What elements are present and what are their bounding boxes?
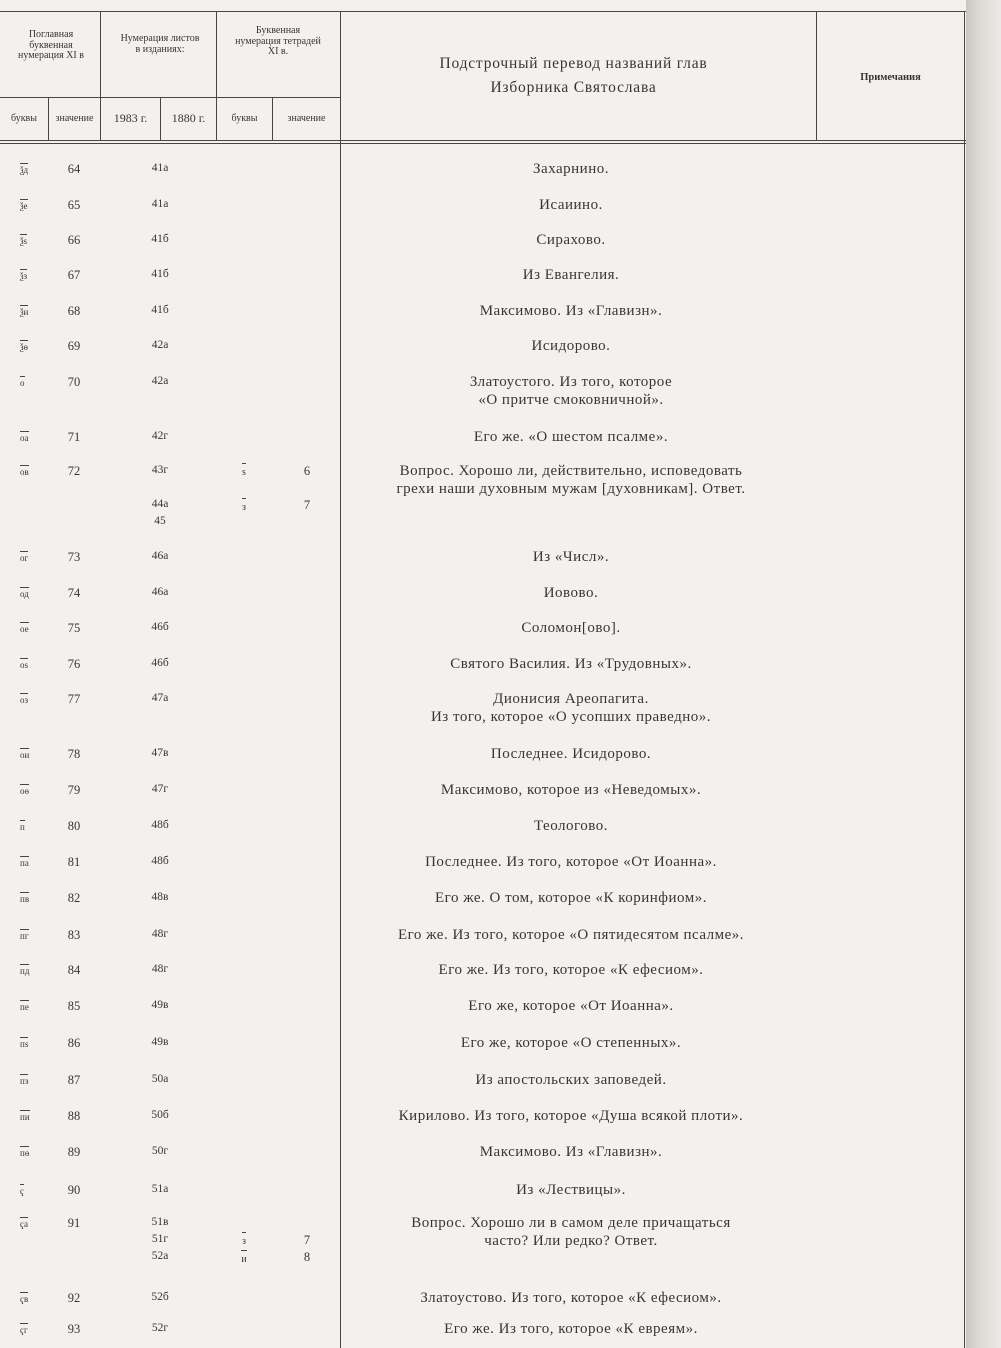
chapter-letter-text: ҁ — [20, 1186, 24, 1196]
leaf-number: 48в — [151, 891, 169, 903]
chapter-letter-text: пд — [20, 966, 30, 976]
chapter-letter — [20, 622, 42, 634]
rule-top — [0, 11, 966, 12]
leaf-number: 47г — [151, 783, 169, 795]
chapter-letter-text: па — [20, 858, 29, 868]
chapter-letter — [20, 551, 42, 563]
quire-value — [296, 480, 318, 497]
chapter-letter-text: ҁа — [20, 1219, 28, 1229]
chapter-letter-text: оѳ — [20, 786, 29, 796]
leaf-numbers — [142, 373, 178, 390]
chapter-translation — [340, 926, 802, 944]
chapter-translation — [340, 302, 802, 320]
translation-line: Максимово, которое из «Неведомых». — [440, 782, 702, 798]
leaf-numbers — [142, 655, 178, 672]
leaf-number: 46б — [151, 657, 169, 669]
leaf-numbers — [142, 961, 178, 978]
chapter-translation — [340, 1071, 802, 1089]
translation-line: Его же, которое «От Иоанна». — [468, 998, 674, 1014]
chapter-value: 67 — [67, 268, 81, 282]
chapter-translation — [340, 781, 802, 799]
leaf-number: 45 — [154, 515, 166, 527]
leaf-number: 47а — [151, 692, 169, 704]
chapter-letter — [20, 1184, 42, 1196]
leaf-number: 51в — [151, 1216, 169, 1228]
leaf-number: 41б — [151, 304, 169, 316]
leaf-number: 41б — [151, 268, 169, 280]
leaf-numbers — [142, 462, 178, 530]
chapter-letter-text: пи — [20, 1112, 30, 1122]
chapter-translation — [340, 1034, 802, 1052]
translation-line: Сирахово. — [536, 232, 606, 248]
translation-line: Кирилово. Из того, которое «Душа всякой плоти». — [398, 1108, 744, 1124]
chapter-translation — [340, 1107, 802, 1125]
chapter-value: 69 — [67, 339, 81, 353]
chapter-letter — [20, 269, 42, 281]
quire-value — [296, 1215, 318, 1232]
chapter-letter-text: ов — [20, 467, 29, 477]
chapter-value: 87 — [67, 1073, 81, 1087]
translation-line: Соломон[ово]. — [521, 620, 621, 636]
rule-header-bottom-2 — [0, 143, 966, 144]
leaf-number: 48г — [151, 963, 169, 975]
leaf-numbers — [142, 745, 178, 762]
leaf-number: 41б — [151, 233, 169, 245]
header-quire-letters: буквы — [231, 113, 258, 124]
chapter-letter — [20, 820, 42, 832]
chapter-letter-text: ое — [20, 624, 29, 634]
chapter-letter — [20, 465, 42, 477]
quire-values — [296, 1215, 318, 1266]
chapter-letter — [20, 658, 42, 670]
translation-line: часто? Или редко? Ответ. — [484, 1233, 658, 1249]
leaf-number: 52г — [151, 1322, 169, 1334]
chapter-translation — [340, 1289, 802, 1307]
chapter-letter-text: ог — [20, 553, 29, 563]
translation-line: Последнее. Исидорово. — [490, 746, 652, 762]
translation-line: Златоустово. Из того, которое «К ефесиом». — [420, 1290, 722, 1306]
chapter-letter-text: ѯи — [20, 307, 29, 317]
quire-value: 7 — [303, 1233, 311, 1247]
chapter-translation — [340, 462, 802, 498]
chapter-value: 65 — [67, 198, 81, 212]
chapter-value: 70 — [67, 375, 81, 389]
quire-letters — [234, 463, 254, 516]
leaf-numbers — [142, 1320, 178, 1337]
translation-line: Его же. Из того, которое «О пятидесятом псалме». — [397, 927, 745, 943]
quire-value: 8 — [303, 1250, 311, 1264]
leaf-numbers — [142, 337, 178, 354]
leaf-numbers — [142, 584, 178, 601]
chapter-translation — [340, 1181, 802, 1199]
translation-line: Из «Числ». — [532, 549, 610, 565]
leaf-number: 46а — [151, 550, 169, 562]
chapter-translation — [340, 997, 802, 1015]
chapter-letter — [20, 1146, 42, 1158]
leaf-numbers — [142, 853, 178, 870]
translation-line: Из «Лествицы». — [516, 1182, 626, 1198]
chapter-value: 91 — [67, 1216, 81, 1230]
chapter-translation — [340, 428, 802, 446]
header-translation-line1: Подстрочный перевод названий глав — [439, 55, 708, 72]
chapter-letter-text: оа — [20, 433, 29, 443]
header-quire-values: значение — [287, 113, 326, 124]
chapter-value: 80 — [67, 819, 81, 833]
quire-value: 6 — [303, 464, 311, 478]
leaf-numbers — [142, 1107, 178, 1124]
leaf-numbers — [142, 619, 178, 636]
chapter-letter — [20, 964, 42, 976]
chapter-letter-text: о — [20, 378, 25, 388]
leaf-number — [142, 479, 178, 496]
leaf-numbers — [142, 817, 178, 834]
leaf-numbers — [142, 548, 178, 565]
leaf-numbers — [142, 889, 178, 906]
translation-line: Последнее. Из того, которое «От Иоанна». — [425, 854, 717, 870]
chapter-letter — [20, 199, 42, 211]
chapter-letter — [20, 693, 42, 705]
chapter-letter — [20, 929, 42, 941]
translation-line: Вопрос. Хорошо ли, действительно, исповедовать — [399, 463, 743, 479]
leaf-number: 52а — [151, 1250, 169, 1262]
chapter-letter-text: ѯд — [20, 165, 29, 175]
chapter-value: 72 — [67, 464, 81, 478]
chapter-translation — [340, 1320, 802, 1338]
chapter-letter-text: ҁг — [20, 1325, 28, 1335]
translation-line: Из того, которое «О усопших праведно». — [430, 709, 712, 725]
leaf-number: 42а — [151, 339, 169, 351]
leaf-number: 43г — [151, 464, 169, 476]
chapter-letter-text: ҁв — [20, 1294, 29, 1304]
leaf-numbers — [142, 781, 178, 798]
translation-line: Его же. Из того, которое «К евреям». — [444, 1321, 698, 1337]
chapter-letter — [20, 340, 42, 352]
chapter-letter — [20, 376, 42, 388]
translation-line: Златоустого. Из того, которое — [469, 374, 673, 390]
leaf-numbers — [142, 1143, 178, 1160]
chapter-value: 75 — [67, 621, 81, 635]
chapter-value: 85 — [67, 999, 81, 1013]
chapter-value: 81 — [67, 855, 81, 869]
rule-subheader — [0, 97, 340, 98]
chapter-translation — [340, 160, 802, 178]
header-initial-values: значение — [55, 113, 94, 124]
chapter-letter — [20, 305, 42, 317]
chapter-value: 86 — [67, 1036, 81, 1050]
leaf-number: 52б — [151, 1291, 169, 1303]
chapter-value: 84 — [67, 963, 81, 977]
chapter-letter-text: ѯѳ — [20, 342, 29, 352]
chapter-translation — [340, 817, 802, 835]
chapter-letter — [20, 431, 42, 443]
chapter-translation — [340, 853, 802, 871]
chapter-translation — [340, 619, 802, 637]
chapter-letter — [20, 163, 42, 175]
chapter-letter — [20, 1110, 42, 1122]
chapter-translation — [340, 1214, 802, 1250]
chapter-value: 68 — [67, 304, 81, 318]
leaf-numbers — [142, 1289, 178, 1306]
chapter-value: 73 — [67, 550, 81, 564]
chapter-translation — [340, 548, 802, 566]
leaf-numbers — [142, 302, 178, 319]
chapter-value: 93 — [67, 1322, 81, 1336]
chapter-letter-text: оѕ — [20, 660, 29, 670]
leaf-numbers — [142, 160, 178, 177]
leaf-number: 50а — [151, 1073, 169, 1085]
translation-line: Исаиино. — [539, 197, 603, 213]
leaf-number: 41а — [151, 198, 169, 210]
leaf-number: 42г — [151, 430, 169, 442]
leaf-numbers — [142, 1034, 178, 1051]
translation-line: Святого Василия. Из «Трудовных». — [450, 656, 692, 672]
translation-line: Его же. О том, которое «К коринфиом». — [435, 890, 707, 906]
chapter-letter — [20, 856, 42, 868]
chapter-letter — [20, 748, 42, 760]
chapter-letter-text: ѯѕ — [20, 236, 28, 246]
translation-line: Исидорово. — [531, 338, 611, 354]
chapter-translation — [340, 584, 802, 602]
quire-letters — [234, 1215, 254, 1268]
translation-line: Захарнино. — [533, 161, 609, 177]
chapter-translation — [340, 1143, 802, 1161]
translation-line: Его же. Из того, которое «К ефесиом». — [438, 962, 704, 978]
chapter-translation — [340, 745, 802, 763]
leaf-number: 51а — [151, 1183, 169, 1195]
chapter-letter-text: од — [20, 589, 29, 599]
translation-line: Вопрос. Хорошо ли в самом деле причащаться — [411, 1215, 731, 1231]
header-initial-numbering: Поглавная буквенная нумерация XI в — [17, 29, 84, 61]
rule-col-5 — [964, 11, 965, 1348]
chapter-translation — [340, 655, 802, 673]
leaf-number: 50г — [151, 1145, 169, 1157]
translation-line: «О притче смоковничной». — [478, 392, 664, 408]
leaf-number: 42а — [151, 375, 169, 387]
translation-line: Из Евангелия. — [522, 267, 620, 283]
chapter-letter — [20, 784, 42, 796]
leaf-numbers — [142, 997, 178, 1014]
chapter-letter — [20, 1292, 42, 1304]
translation-line: Его же. «О шестом псалме». — [473, 429, 669, 445]
chapter-letter-text: пѳ — [20, 1148, 30, 1158]
chapter-value: 77 — [67, 692, 81, 706]
chapter-letter-text: п — [20, 822, 25, 832]
leaf-numbers — [142, 1071, 178, 1088]
page-edge-shadow — [966, 0, 1001, 1348]
leaf-numbers — [142, 196, 178, 213]
leaf-numbers — [142, 231, 178, 248]
chapter-letter — [20, 234, 42, 246]
leaf-number: 50б — [151, 1109, 169, 1121]
chapter-letter-text: пв — [20, 894, 30, 904]
chapter-letter — [20, 587, 42, 599]
leaf-number: 46б — [151, 621, 169, 633]
chapter-value: 76 — [67, 657, 81, 671]
chapter-letter — [20, 1074, 42, 1086]
chapter-letter-text: пз — [20, 1076, 29, 1086]
leaf-numbers — [142, 1181, 178, 1198]
chapter-value: 89 — [67, 1145, 81, 1159]
chapter-translation — [340, 690, 802, 726]
header-leaves-1880: 1880 г. — [171, 111, 206, 125]
chapter-value: 66 — [67, 233, 81, 247]
quire-value: 7 — [303, 498, 311, 512]
translation-line: Из апостольских заповедей. — [475, 1072, 667, 1088]
header-quire-numbering: Буквенная нумерация тетрадей XI в. — [235, 25, 321, 57]
translation-line: Максимово. Из «Главизн». — [479, 303, 663, 319]
quire-letter: ѕ — [242, 463, 246, 481]
leaf-numbers — [142, 690, 178, 707]
chapter-value: 88 — [67, 1109, 81, 1123]
header-leaf-numbering: Нумерация листов в изданиях: — [120, 33, 200, 55]
chapter-value: 64 — [67, 162, 81, 176]
leaf-number: 51г — [151, 1233, 169, 1245]
chapter-translation — [340, 337, 802, 355]
chapter-value: 90 — [67, 1183, 81, 1197]
leaf-numbers — [142, 926, 178, 943]
chapter-letter — [20, 1323, 42, 1335]
header-initial-letters: буквы — [10, 113, 37, 124]
chapter-translation — [340, 961, 802, 979]
translation-line: Иовово. — [543, 585, 599, 601]
header-translation-line2: Изборника Святослава — [490, 79, 657, 96]
chapter-value: 82 — [67, 891, 81, 905]
chapter-letter-text: пг — [20, 931, 29, 941]
header-notes: Примечания — [860, 72, 921, 83]
header-leaves-1983: 1983 г. — [113, 111, 148, 125]
rule-header-bottom — [0, 140, 966, 141]
chapter-letter-text: ѯе — [20, 201, 28, 211]
leaf-number: 44а — [151, 498, 169, 510]
leaf-numbers — [142, 428, 178, 445]
translation-line: Теологово. — [533, 818, 609, 834]
leaf-number: 46а — [151, 586, 169, 598]
leaf-number: 49в — [151, 1036, 169, 1048]
quire-values — [296, 463, 318, 514]
leaf-number: 48б — [151, 855, 169, 867]
chapter-value: 71 — [67, 430, 81, 444]
chapter-letter-text: ѯз — [20, 271, 28, 281]
chapter-value: 79 — [67, 783, 81, 797]
quire-letter: и — [241, 1250, 246, 1268]
chapter-letter — [20, 892, 42, 904]
quire-letter: з — [242, 1232, 246, 1250]
translation-line: Дионисия Ареопагита. — [493, 691, 649, 707]
leaf-number: 41а — [151, 162, 169, 174]
chapter-translation — [340, 373, 802, 409]
leaf-number: 47в — [151, 747, 169, 759]
translation-line: Его же, которое «О степенных». — [460, 1035, 682, 1051]
chapter-letter-text: ои — [20, 750, 30, 760]
leaf-number: 48г — [151, 928, 169, 940]
chapter-value: 83 — [67, 928, 81, 942]
quire-letter: з — [242, 498, 246, 516]
translation-line: Максимово. Из «Главизн». — [479, 1144, 663, 1160]
chapter-letter — [20, 1217, 42, 1229]
chapter-value: 78 — [67, 747, 81, 761]
chapter-translation — [340, 266, 802, 284]
chapter-translation — [340, 196, 802, 214]
chapter-value: 74 — [67, 586, 81, 600]
chapter-translation — [340, 231, 802, 249]
chapter-letter-text: оз — [20, 695, 29, 705]
chapter-letter-text: пѕ — [20, 1039, 29, 1049]
leaf-numbers — [142, 1214, 178, 1265]
chapter-letter — [20, 1037, 42, 1049]
chapter-letter-text: пе — [20, 1002, 29, 1012]
translation-line: грехи наши духовным мужам [духовникам]. Ответ. — [396, 481, 746, 497]
leaf-number: 49в — [151, 999, 169, 1011]
leaf-number: 48б — [151, 819, 169, 831]
leaf-numbers — [142, 266, 178, 283]
chapter-letter — [20, 1000, 42, 1012]
chapter-value: 92 — [67, 1291, 81, 1305]
chapter-translation — [340, 889, 802, 907]
